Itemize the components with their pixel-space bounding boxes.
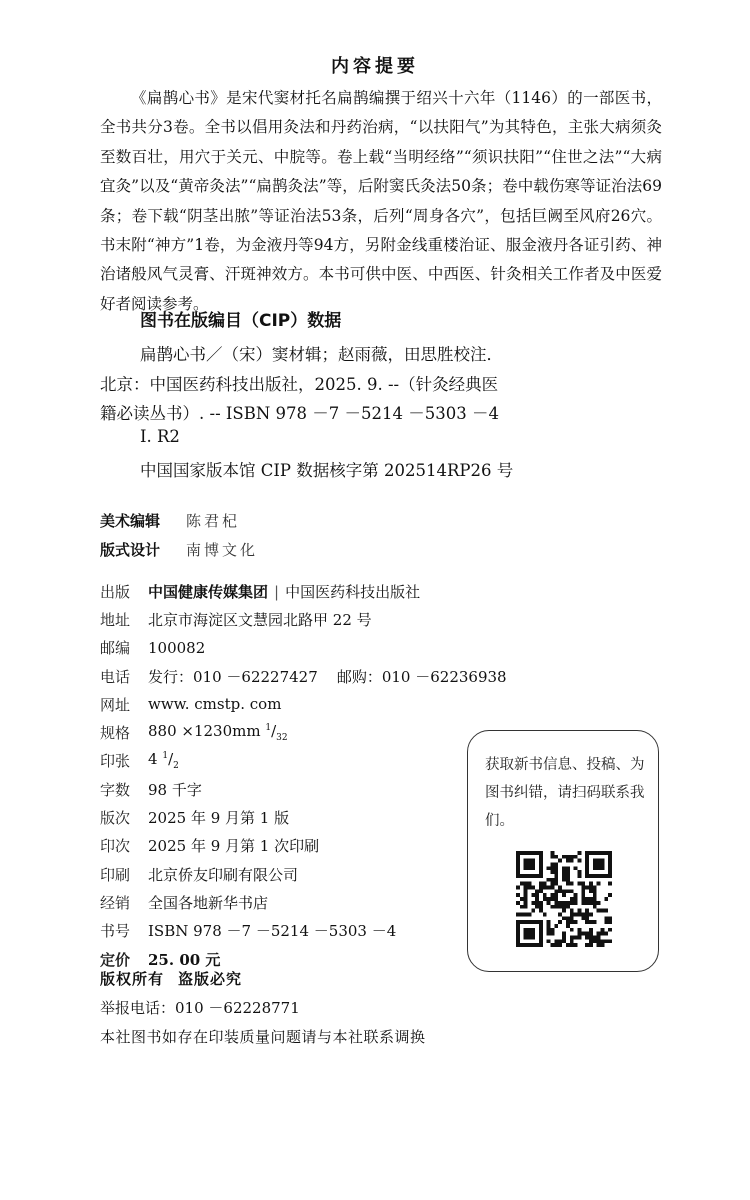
- address-value: 北京市海淀区文慧园北路甲 22 号: [148, 610, 372, 629]
- summary-text: 《扁鹊心书》是宋代窦材托名扁鹊编撰于绍兴十六年（1146）的一部医书，全书共分3卷。全书以倡用灸法和丹药治病，“以扶阳气”为其特色，主张大病须灸至数百壮，用穴于关元、中脘等。卷上载“当明经络”“须识扶阳”“住世之法”“大病宜灸”以及“黄帝灸法”“扁鹊灸法”等，后附窦氏灸法50条；卷中载伤寒等证治法69条；卷下载“阴茎出脓”等证治法53条，后列“周身各穴”，包括巨阙至风府26穴。书末附“神方”1卷，为金液丹等94方，另附金线重楼治证、服金液丹各证引药、神治诸般风气灵膏、汗斑神效方。本书可供中医、中西医、针灸相关工作者及中医爱好者阅读参考。: [100, 89, 662, 313]
- qr-caption: 获取新书信息、投稿、为图书纠错，请扫码联系我们。: [485, 757, 645, 829]
- summary-title: 内容提要: [331, 56, 419, 77]
- piracy-text: 盗版必究: [178, 970, 243, 988]
- postcode-label: 邮编: [100, 639, 131, 658]
- phone-mail: 邮购：010 －62236938: [336, 667, 507, 686]
- cip-line-1: 扁鹊心书／（宋）窦材辑；赵雨薇，田思胜校注．: [140, 345, 503, 364]
- edition-value: 2025 年 9 月第 1 版: [148, 809, 290, 828]
- distributor-row: [100, 888, 507, 916]
- cip-classification: Ⅰ. R2: [140, 427, 180, 446]
- copyright-notice: [100, 968, 242, 989]
- cip-line-2: 北京：中国医药科技出版社，2025. 9. --（针灸经典医: [100, 374, 499, 394]
- website-value[interactable]: www. cmstp. com: [148, 695, 282, 714]
- art-editor-value: 陈君杞: [186, 512, 241, 530]
- publisher-group: 中国健康传媒集团: [148, 582, 269, 601]
- qr-code-icon[interactable]: [516, 851, 612, 947]
- sheets-denominator: 2: [173, 761, 179, 772]
- publisher-value: [148, 581, 420, 602]
- cip-heading: 图书在版编目（CIP）数据: [140, 311, 342, 331]
- format-value: 880 ×1230mm $^1/_{32}$: [148, 722, 288, 744]
- publisher-label: 出版: [100, 582, 131, 601]
- quality-notice: 本社图书如存在印装质量问题请与本社联系调换: [100, 1028, 426, 1046]
- qr-panel: [467, 730, 659, 972]
- isbn-row: [100, 917, 507, 945]
- printing-value: 2025 年 9 月第 1 次印刷: [148, 837, 320, 856]
- address-label: 地址: [100, 610, 131, 629]
- layout-design-label: 版式设计: [100, 541, 161, 559]
- words-value: 98 千字: [148, 780, 202, 799]
- printer-label: 印刷: [100, 865, 131, 884]
- cip-record: [100, 340, 560, 429]
- phone-label: 电话: [100, 667, 131, 686]
- sheets-label: 印张: [100, 752, 131, 771]
- postcode-row: [100, 634, 507, 662]
- report-phone: 举报电话：010 －62228771: [100, 999, 300, 1017]
- distributor-value: 全国各地新华书店: [148, 893, 269, 912]
- format-denominator: 32: [276, 733, 288, 744]
- edition-row: [100, 803, 507, 831]
- price-label: 定价: [100, 950, 131, 969]
- sheets-row: [100, 747, 507, 775]
- sheets-numerator: 1: [162, 751, 169, 762]
- sheets-whole: 4: [148, 750, 158, 769]
- price-value: 25. 00 元: [148, 950, 221, 969]
- printing-label: 印次: [100, 837, 131, 856]
- cip-verification: 中国国家版本馆 CIP 数据核字第 202514RP26 号: [140, 461, 514, 480]
- isbn-label: 书号: [100, 922, 131, 941]
- distributor-label: 经销: [100, 893, 131, 912]
- phone-issue: 发行：010 －62227427: [148, 667, 318, 686]
- words-row: [100, 775, 507, 803]
- publication-info: [100, 577, 507, 973]
- isbn-value: ISBN 978 －7 －5214 －5303 －4: [148, 922, 397, 941]
- publisher-row: [100, 577, 507, 605]
- printer-value: 北京侨友印刷有限公司: [148, 865, 299, 884]
- format-numerator: 1: [265, 723, 272, 734]
- cip-line-3: 籍必读丛书）. -- ISBN 978 －7 －5214 －5303 －4: [100, 404, 499, 423]
- format-label: 规格: [100, 724, 131, 743]
- words-label: 字数: [100, 780, 131, 799]
- printer-row: [100, 860, 507, 888]
- address-row: [100, 605, 507, 633]
- format-size: 880 ×1230mm: [148, 722, 261, 741]
- phone-value: [148, 666, 507, 687]
- printing-row: [100, 832, 507, 860]
- website-label: 网址: [100, 695, 131, 714]
- website-row: [100, 690, 507, 718]
- copyright-text: 版权所有: [100, 970, 165, 988]
- editors-block: [100, 507, 258, 565]
- format-row: [100, 718, 507, 746]
- layout-design-row: [100, 536, 258, 565]
- summary-section: [100, 84, 662, 319]
- layout-design-value: 南博文化: [186, 541, 259, 559]
- postcode-value: 100082: [148, 638, 206, 657]
- publisher-name: 中国医药科技出版社: [285, 582, 421, 601]
- art-editor-label: 美术编辑: [100, 512, 161, 530]
- sheets-value: 4 $^1/_2$: [148, 750, 179, 772]
- edition-label: 版次: [100, 809, 131, 828]
- art-editor-row: [100, 507, 258, 536]
- phone-row: [100, 662, 507, 690]
- publisher-separator: |: [274, 582, 280, 601]
